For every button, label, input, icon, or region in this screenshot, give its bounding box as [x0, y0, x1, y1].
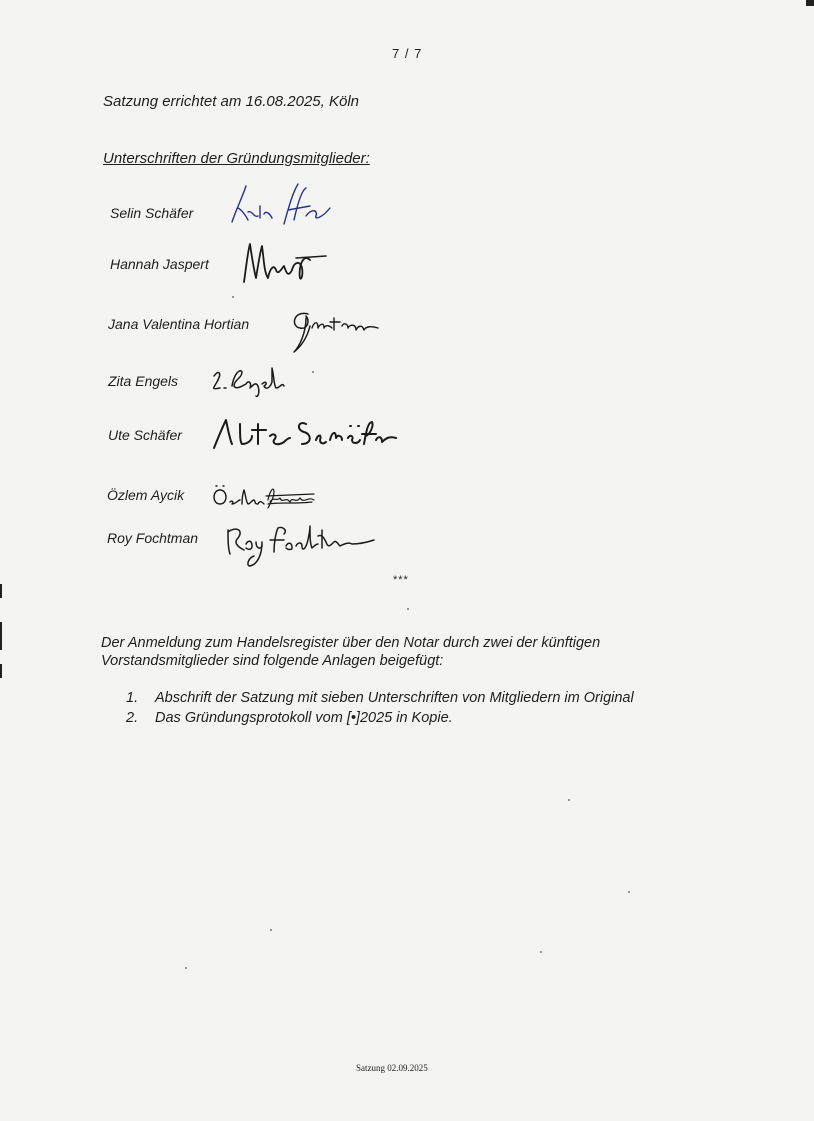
scan-speck	[628, 891, 630, 893]
signature-zita-engels	[206, 362, 292, 402]
page-number: 7 / 7	[392, 46, 423, 61]
scan-edge-mark	[0, 622, 2, 650]
member-name: Özlem Aycik	[107, 487, 185, 503]
member-name: Jana Valentina Hortian	[108, 316, 250, 332]
enclosure-list	[126, 688, 634, 728]
scan-speck	[407, 608, 409, 610]
list-item-number: 1.	[126, 690, 139, 706]
scan-speck	[232, 296, 234, 298]
list-item-text: Das Gründungsprotokoll vom [•]2025 in Kopie.	[155, 710, 453, 726]
scan-edge-mark	[0, 584, 2, 598]
scan-edge-mark	[0, 664, 2, 678]
list-item-text: Abschrift der Satzung mit sieben Unterschriften von Mitgliedern im Original	[155, 690, 634, 706]
scan-speck	[568, 799, 570, 801]
signature-jana-valentina-hortian	[286, 304, 386, 356]
member-name: Roy Fochtman	[107, 530, 199, 546]
signature-ute-schaefer	[208, 414, 404, 458]
member-name: Zita Engels	[108, 373, 179, 389]
section-separator: ***	[393, 574, 409, 586]
member-name: Hannah Jaspert	[110, 256, 209, 272]
member-name: Ute Schäfer	[108, 427, 182, 443]
signature-roy-fochtman	[222, 522, 378, 568]
scan-speck	[540, 951, 542, 953]
signature-oezlem-aycik	[210, 482, 316, 512]
page-footer: Satzung 02.09.2025	[356, 1063, 428, 1073]
list-item	[126, 708, 634, 728]
registration-note: Der Anmeldung zum Handelsregister über den Notar durch zwei der künftigen Vorstandsmitglieder sind folgende Anlagen beigefügt:	[101, 635, 601, 669]
list-item-number: 2.	[126, 710, 139, 726]
scan-speck	[270, 929, 272, 931]
member-name: Selin Schäfer	[110, 205, 194, 221]
scan-speck	[185, 967, 187, 969]
scan-edge-mark	[806, 0, 814, 6]
signature-hannah-jaspert	[240, 238, 330, 290]
scan-speck	[312, 371, 314, 373]
signatures-heading: Unterschriften der Gründungsmitglieder:	[103, 150, 370, 167]
signature-selin-schaefer	[226, 180, 336, 230]
establishment-line: Satzung errichtet am 16.08.2025, Köln	[103, 93, 359, 110]
list-item	[126, 688, 634, 708]
